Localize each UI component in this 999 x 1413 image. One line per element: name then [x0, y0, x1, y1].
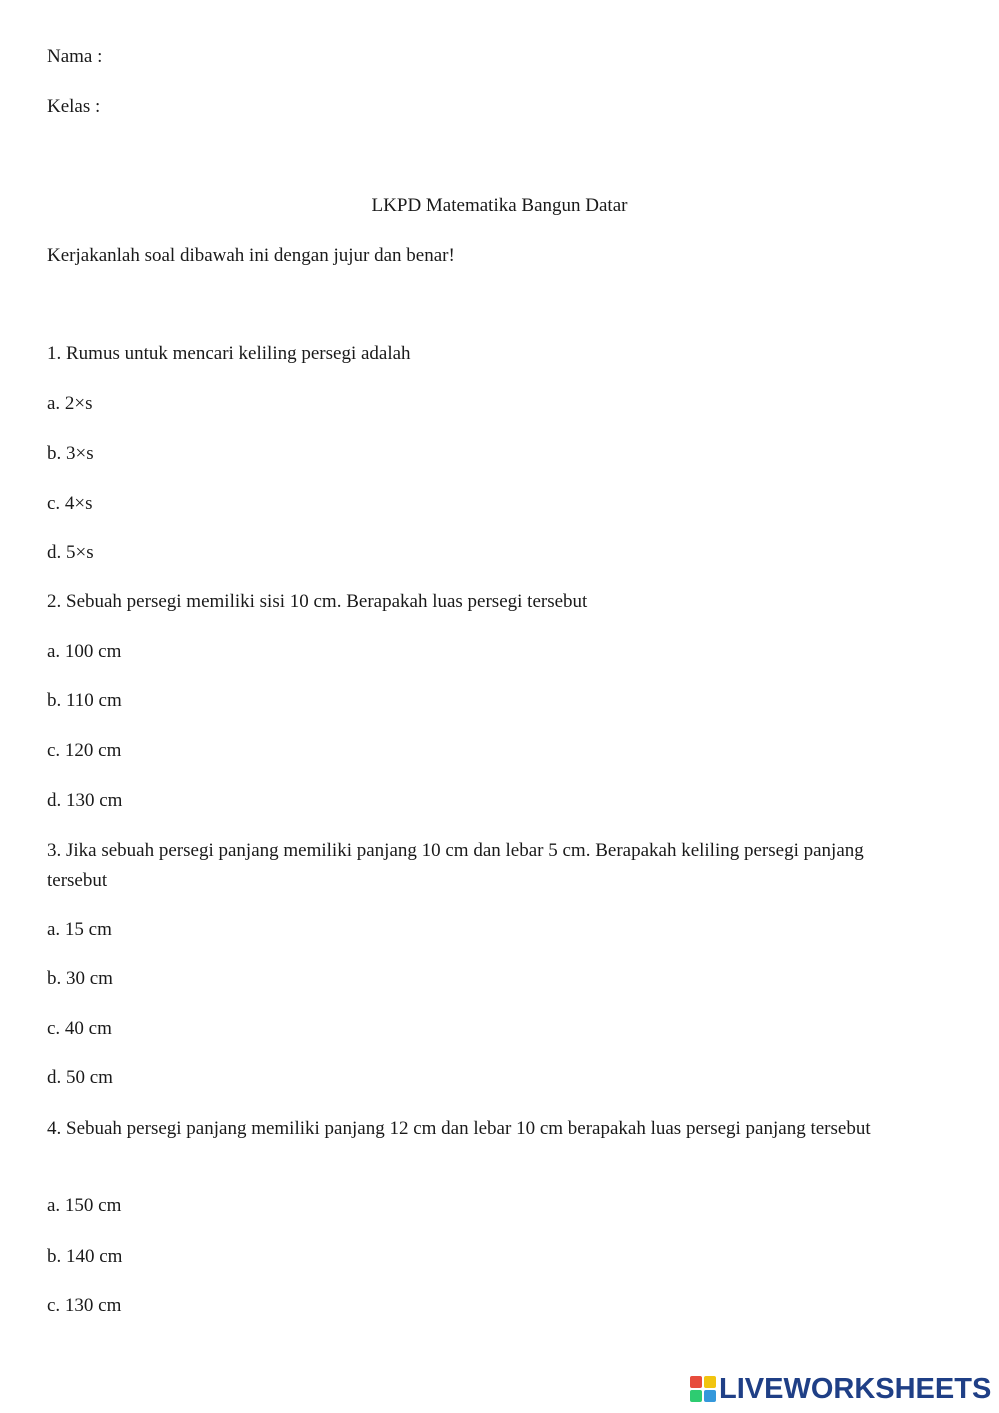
- logo-square-green: [690, 1390, 702, 1402]
- question-4-option-a: a. 150 cm: [47, 1195, 122, 1216]
- question-2-option-c: c. 120 cm: [47, 740, 122, 761]
- question-2-option-a: a. 100 cm: [47, 641, 122, 662]
- name-label: Nama :: [47, 46, 103, 67]
- question-3-option-c: c. 40 cm: [47, 1018, 112, 1039]
- page-title: LKPD Matematika Bangun Datar: [371, 195, 628, 216]
- question-2-option-b: b. 110 cm: [47, 690, 122, 711]
- question-2-option-d: d. 130 cm: [47, 790, 123, 811]
- question-3-option-a: a. 15 cm: [47, 919, 112, 940]
- class-label: Kelas :: [47, 96, 101, 117]
- question-4-option-b: b. 140 cm: [47, 1246, 123, 1267]
- question-1-option-a: a. 2×s: [47, 393, 93, 414]
- question-1-option-c: c. 4×s: [47, 493, 93, 514]
- question-1-option-b: b. 3×s: [47, 443, 94, 464]
- question-3-option-b: b. 30 cm: [47, 968, 113, 989]
- question-1-option-d: d. 5×s: [47, 542, 94, 563]
- logo-square-blue: [704, 1390, 716, 1402]
- question-3-option-d: d. 50 cm: [47, 1067, 113, 1088]
- logo-square-yellow: [704, 1376, 716, 1388]
- liveworksheets-logo[interactable]: [690, 1372, 991, 1406]
- question-4-text: 4. Sebuah persegi panjang memiliki panjang 12 cm dan lebar 10 cm berapakah luas persegi panjang tersebut: [47, 1118, 871, 1139]
- question-4-option-c: c. 130 cm: [47, 1295, 122, 1316]
- liveworksheets-logo-text: LIVEWORKSHEETS: [719, 1373, 992, 1405]
- question-2-text: 2. Sebuah persegi memiliki sisi 10 cm. Berapakah luas persegi tersebut: [47, 591, 588, 612]
- instruction-text: Kerjakanlah soal dibawah ini dengan jujur dan benar!: [47, 245, 455, 266]
- question-3-text: 3. Jika sebuah persegi panjang memiliki panjang 10 cm dan lebar 5 cm. Berapakah keliling persegi panjang tersebut: [47, 840, 864, 891]
- liveworksheets-logo-icon: [690, 1376, 716, 1402]
- logo-square-red: [690, 1376, 702, 1388]
- question-1-text: 1. Rumus untuk mencari keliling persegi adalah: [47, 343, 411, 364]
